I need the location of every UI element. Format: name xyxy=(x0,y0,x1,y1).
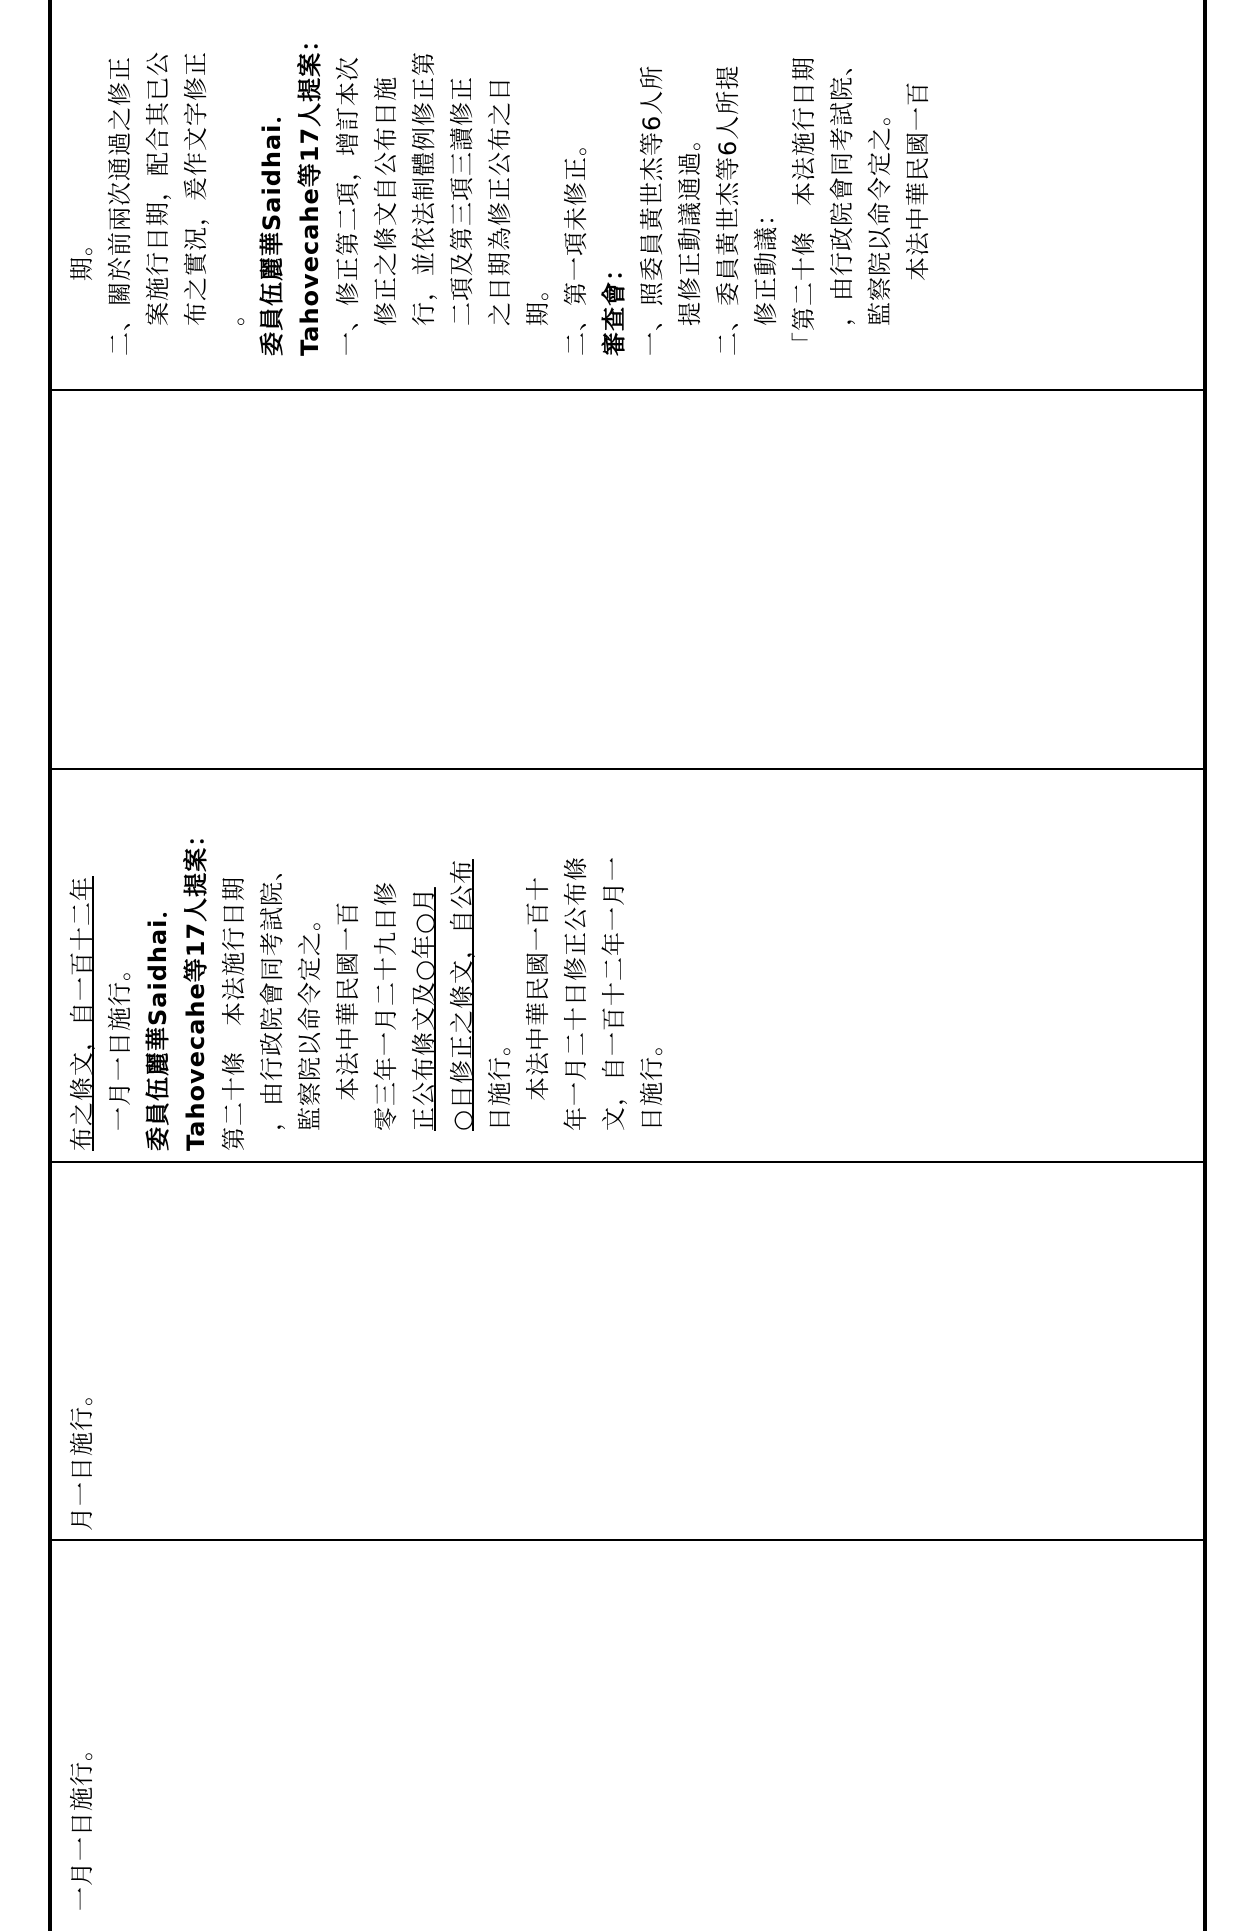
text-line: 一、照委員黃世杰等6人所 xyxy=(638,64,666,356)
review-heading: 審查會： xyxy=(600,256,628,356)
column-divider xyxy=(48,389,1207,391)
text-line: 一月一日施行。 xyxy=(68,1736,96,1911)
column-divider xyxy=(48,1161,1207,1163)
text-line: 布之條文，自一百十二年 xyxy=(68,876,96,1151)
text-line: 監察院以命令定之。 xyxy=(866,101,894,326)
text-line: 日施行。 xyxy=(486,1031,514,1131)
text-line: 零三年一月二十九日修 xyxy=(372,881,400,1131)
text-line: 案施行日期，配合其已公 xyxy=(144,51,172,326)
proposer-line: Tahovecahe等17人提案： xyxy=(182,821,210,1151)
text-line: 第二十條 本法施行日期 xyxy=(220,876,248,1151)
text-line: 二、關於前兩次通過之修正 xyxy=(106,56,134,356)
text-line: 一、修正第二項，增訂本次 xyxy=(334,56,362,356)
text-line: 之日期為修正公布之日 xyxy=(486,76,514,326)
text-line: 提修正動議通過。 xyxy=(676,126,704,326)
text-line: ，由行政院會同考試院、 xyxy=(258,856,286,1131)
text-line: 本法中華民國一百十 xyxy=(524,876,552,1101)
text-line: 布之實況，爰作文字修正 xyxy=(182,51,210,326)
text-line: 二、第一項未修正。 xyxy=(562,131,590,356)
text-line: 年一月二十日修正公布條 xyxy=(562,856,590,1131)
text-line: 行，並依法制體例修正第 xyxy=(410,51,438,326)
text-line: 一月一日施行。 xyxy=(106,956,134,1131)
text-line: ○日修正之條文，自公布 xyxy=(448,859,476,1131)
text-line: 二項及第三項三讀修正 xyxy=(448,76,476,326)
text-line: 正公布條文及○年○月 xyxy=(410,887,438,1131)
proposer-line: Tahovecahe等17人提案： xyxy=(296,26,324,356)
text-line: 期。 xyxy=(524,276,552,326)
column-divider xyxy=(48,1539,1207,1541)
text-line: 月一日施行。 xyxy=(68,1381,96,1531)
text-line: 。 xyxy=(220,301,248,326)
proposer-line: 委員伍麗華Saidhai． xyxy=(258,98,286,356)
text-line: 修正之條文自公布日施 xyxy=(372,76,400,326)
text-line: 監察院以命令定之。 xyxy=(296,906,324,1131)
column-divider xyxy=(48,768,1207,770)
text-line: 「第二十條 本法施行日期 xyxy=(790,56,818,356)
text-line: 修正動議： xyxy=(752,201,780,326)
text-line: 文，自一百十二年一月一 xyxy=(600,856,628,1131)
text-line: 本法中華民國一百 xyxy=(334,901,362,1101)
proposer-line: 委員伍麗華Saidhai． xyxy=(144,893,172,1151)
text-line: 本法中華民國一百 xyxy=(904,81,932,281)
text-line: 二、委員黃世杰等6人所提 xyxy=(714,64,742,356)
text-line: 期。 xyxy=(68,231,96,281)
table-bottom-rule xyxy=(1203,0,1207,1931)
text-line: ，由行政院會同考試院、 xyxy=(828,51,856,326)
table-top-rule xyxy=(48,0,52,1931)
text-line: 日施行。 xyxy=(638,1031,666,1131)
